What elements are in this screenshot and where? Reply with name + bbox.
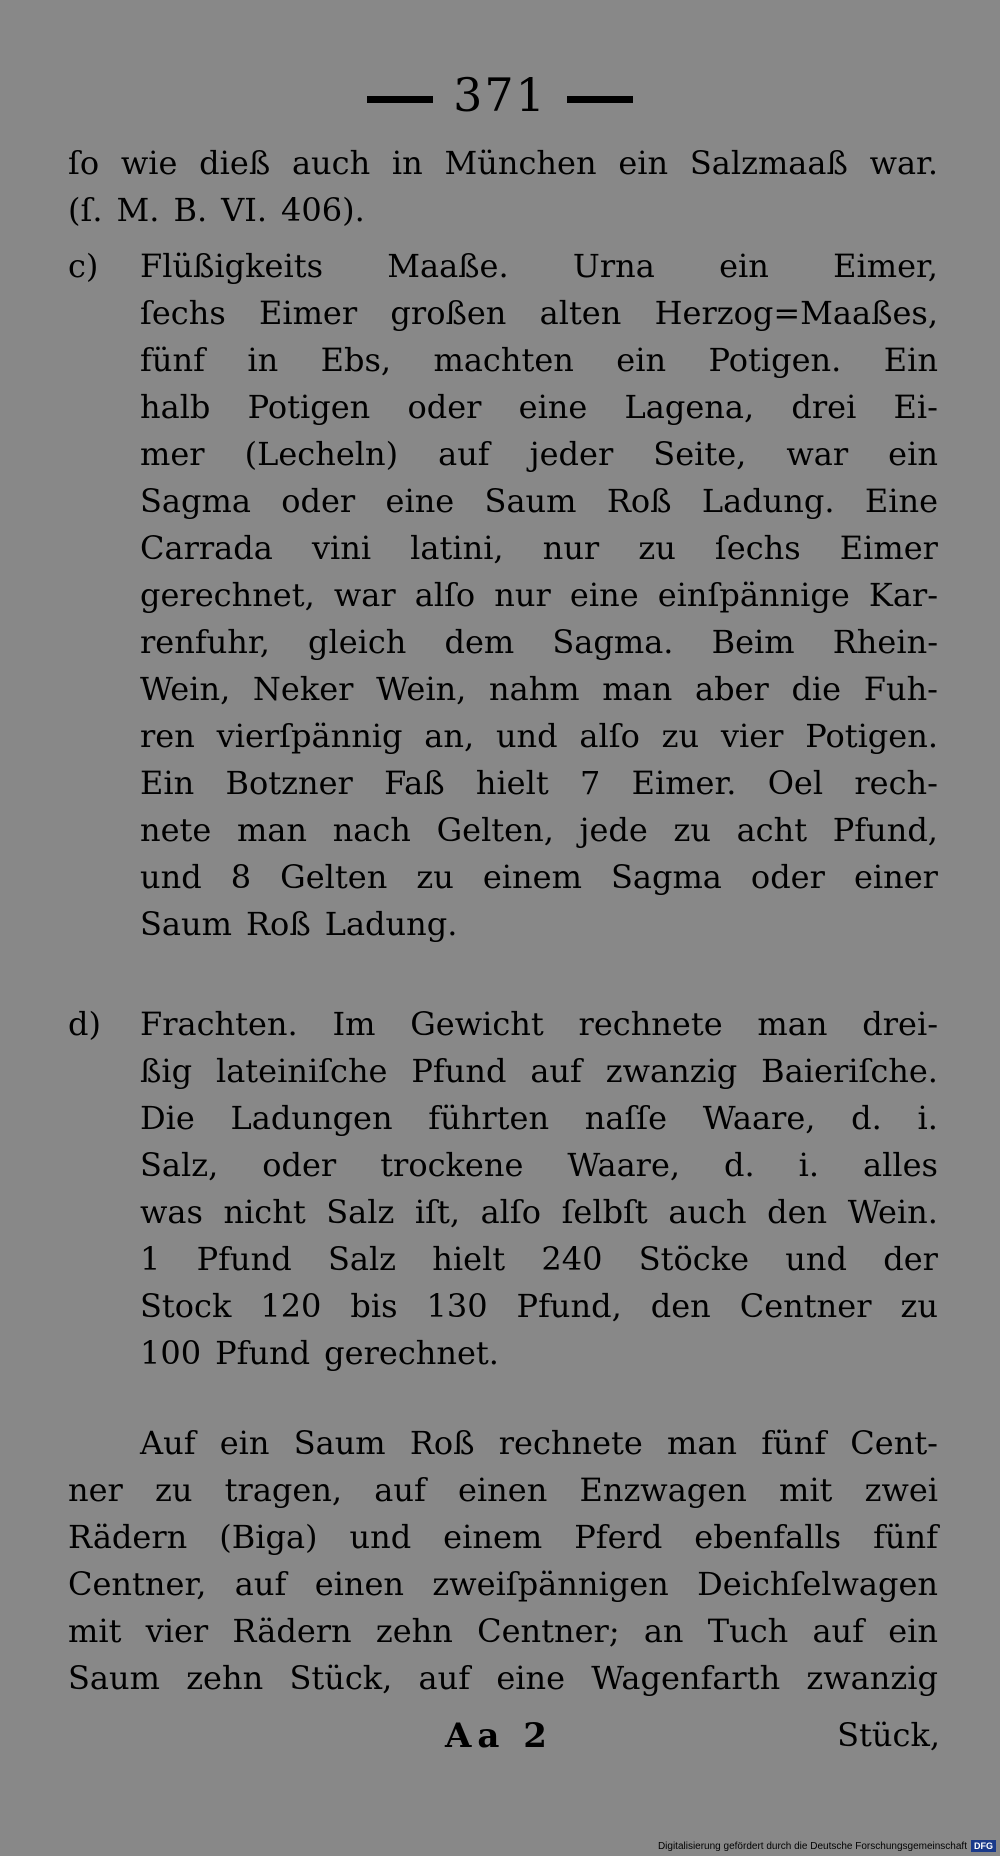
text-line: ſo wie dieß auch in München ein Salzmaaß war. xyxy=(68,144,938,182)
intro-text xyxy=(68,140,938,234)
text-line: ßig lateiniſche Pfund auf zwanzig Baieriſche. xyxy=(140,1052,938,1090)
item-marker: c) xyxy=(68,247,99,285)
text-line: 100 Pfund gerechnet. xyxy=(140,1334,499,1372)
text-line: Flüßigkeits Maaße. Urna ein Eimer, xyxy=(140,247,938,285)
credit-text: Digitalisierung gefördert durch die Deutsche Forschungsgemeinschaft xyxy=(657,1840,967,1852)
text-line: ner zu tragen, auf einen Enzwagen mit zwei xyxy=(68,1471,938,1509)
text-line: mit vier Rädern zehn Centner; an Tuch auf ein xyxy=(68,1612,938,1650)
text-line: 1 Pfund Salz hielt 240 Stöcke und der xyxy=(140,1240,938,1278)
text-line: nete man nach Gelten, jede zu acht Pfund, xyxy=(140,811,938,849)
text-line: renfuhr, gleich dem Sagma. Beim Rhein- xyxy=(140,623,938,661)
text-line: Wein, Neker Wein, nahm man aber die Fuh- xyxy=(140,670,938,708)
text-line: gerechnet, war alſo nur eine einſpännige Kar- xyxy=(140,576,938,614)
text-line: und 8 Gelten zu einem Sagma oder einer xyxy=(140,858,938,896)
catchword: Stück, xyxy=(837,1716,940,1754)
text-line: mer (Lecheln) auf jeder Seite, war ein xyxy=(140,435,938,473)
text-line: Salz, oder trockene Waare, d. i. alles xyxy=(140,1146,938,1184)
text-line: ſechs Eimer großen alten Herzog=Maaßes, xyxy=(140,294,938,332)
item-body xyxy=(140,243,938,948)
text-line: Frachten. Im Gewicht rechnete man drei- xyxy=(140,1005,938,1043)
item-marker: d) xyxy=(68,1005,101,1043)
text-line: halb Potigen oder eine Lagena, drei Ei- xyxy=(140,388,938,426)
text-line: Sagma oder eine Saum Roß Ladung. Eine xyxy=(140,482,938,520)
text-line: (ſ. M. B. VI. 406). xyxy=(68,191,365,229)
paragraph xyxy=(68,1420,938,1702)
digitization-credit xyxy=(658,1840,996,1852)
item-body xyxy=(140,1001,938,1377)
page-number: 371 xyxy=(453,68,547,122)
text-line: Stock 120 bis 130 Pfund, den Centner zu xyxy=(140,1287,938,1325)
text-line: Centner, auf einen zweiſpännigen Deichſelwagen xyxy=(68,1565,938,1603)
text-line: Ein Botzner Faß hielt 7 Eimer. Oel rech- xyxy=(140,764,938,802)
text-line: Saum zehn Stück, auf eine Wagenfarth zwanzig xyxy=(68,1659,938,1697)
header-dash-right xyxy=(567,96,633,103)
page-header xyxy=(0,68,1000,122)
dfg-logo: DFG xyxy=(971,1840,996,1852)
text-line: ren vierſpännig an, und alſo zu vier Potigen. xyxy=(140,717,938,755)
text-line: Rädern (Biga) und einem Pferd ebenfalls fünf xyxy=(68,1518,938,1556)
text-line: Saum Roß Ladung. xyxy=(140,905,458,943)
text-line: fünf in Ebs, machten ein Potigen. Ein xyxy=(140,341,938,379)
header-dash-left xyxy=(367,96,433,103)
signature-mark: Aa 2 xyxy=(445,1716,553,1756)
text-line: Carrada vini latini, nur zu ſechs Eimer xyxy=(140,529,938,567)
text-line: was nicht Salz iſt, alſo ſelbſt auch den Wein. xyxy=(140,1193,938,1231)
text-line: Die Ladungen führten naſſe Waare, d. i. xyxy=(140,1099,938,1137)
text-line: Auf ein Saum Roß rechnete man fünf Cent- xyxy=(140,1424,938,1462)
